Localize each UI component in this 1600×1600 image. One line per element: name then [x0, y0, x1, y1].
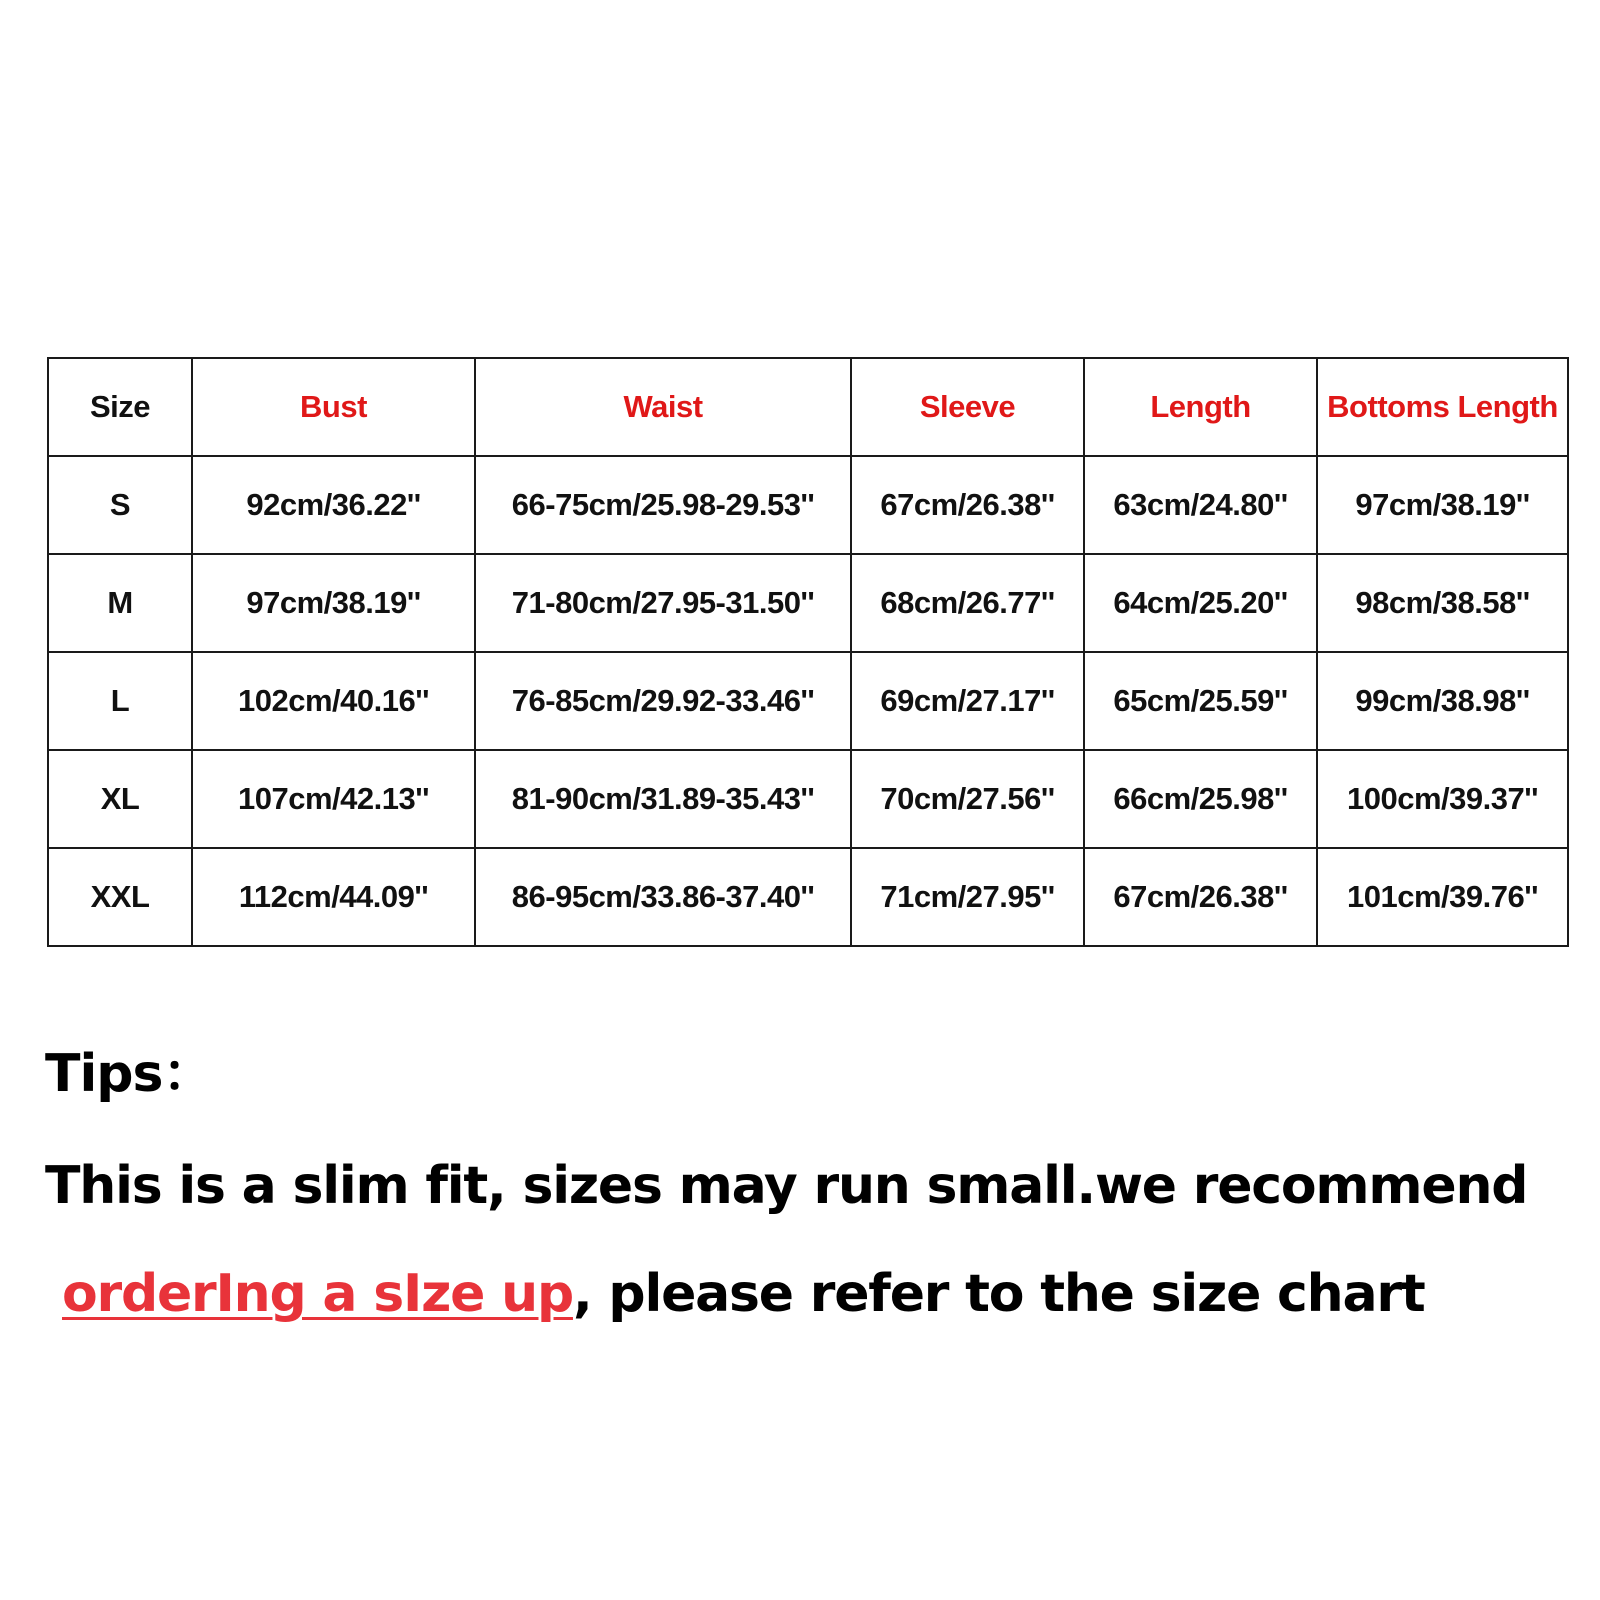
cell-sleeve: 71cm/27.95''	[851, 848, 1084, 946]
header-waist: Waist	[475, 358, 851, 456]
cell-bottoms-length: 97cm/38.19''	[1317, 456, 1568, 554]
size-up-recommendation: orderIng a sIze up	[62, 1264, 573, 1324]
cell-waist: 71-80cm/27.95-31.50''	[475, 554, 851, 652]
cell-size: XXL	[48, 848, 192, 946]
cell-size: S	[48, 456, 192, 554]
cell-size: L	[48, 652, 192, 750]
tips-text-line-1: This is a slim fit, sizes may run small.we recommend	[45, 1156, 1528, 1216]
cell-bottoms-length: 99cm/38.98''	[1317, 652, 1568, 750]
cell-bust: 102cm/40.16''	[192, 652, 475, 750]
cell-bust: 92cm/36.22''	[192, 456, 475, 554]
cell-waist: 76-85cm/29.92-33.46''	[475, 652, 851, 750]
cell-bust: 112cm/44.09''	[192, 848, 475, 946]
cell-size: M	[48, 554, 192, 652]
cell-bottoms-length: 100cm/39.37''	[1317, 750, 1568, 848]
cell-length: 65cm/25.59''	[1084, 652, 1317, 750]
table-row	[48, 554, 1568, 652]
cell-bottoms-length: 98cm/38.58''	[1317, 554, 1568, 652]
cell-waist: 86-95cm/33.86-37.40''	[475, 848, 851, 946]
cell-waist: 81-90cm/31.89-35.43''	[475, 750, 851, 848]
cell-bottoms-length: 101cm/39.76''	[1317, 848, 1568, 946]
cell-bust: 107cm/42.13''	[192, 750, 475, 848]
cell-sleeve: 69cm/27.17''	[851, 652, 1084, 750]
cell-length: 67cm/26.38''	[1084, 848, 1317, 946]
cell-bust: 97cm/38.19''	[192, 554, 475, 652]
header-sleeve: Sleeve	[851, 358, 1084, 456]
header-length: Length	[1084, 358, 1317, 456]
cell-sleeve: 68cm/26.77''	[851, 554, 1084, 652]
cell-length: 63cm/24.80''	[1084, 456, 1317, 554]
header-size: Size	[48, 358, 192, 456]
tips-text-line-2	[62, 1264, 1425, 1324]
cell-length: 66cm/25.98''	[1084, 750, 1317, 848]
cell-size: XL	[48, 750, 192, 848]
header-bust: Bust	[192, 358, 475, 456]
tips-heading: Tips：	[45, 1044, 214, 1104]
cell-waist: 66-75cm/25.98-29.53''	[475, 456, 851, 554]
table-row	[48, 652, 1568, 750]
cell-sleeve: 67cm/26.38''	[851, 456, 1084, 554]
size-chart-reference-text: , please refer to the size chart	[572, 1264, 1425, 1324]
cell-sleeve: 70cm/27.56''	[851, 750, 1084, 848]
size-chart-table	[47, 357, 1569, 947]
table-row	[48, 848, 1568, 946]
header-bottoms-length: Bottoms Length	[1317, 358, 1568, 456]
table-row	[48, 750, 1568, 848]
table-header-row	[48, 358, 1568, 456]
table-row	[48, 456, 1568, 554]
cell-length: 64cm/25.20''	[1084, 554, 1317, 652]
